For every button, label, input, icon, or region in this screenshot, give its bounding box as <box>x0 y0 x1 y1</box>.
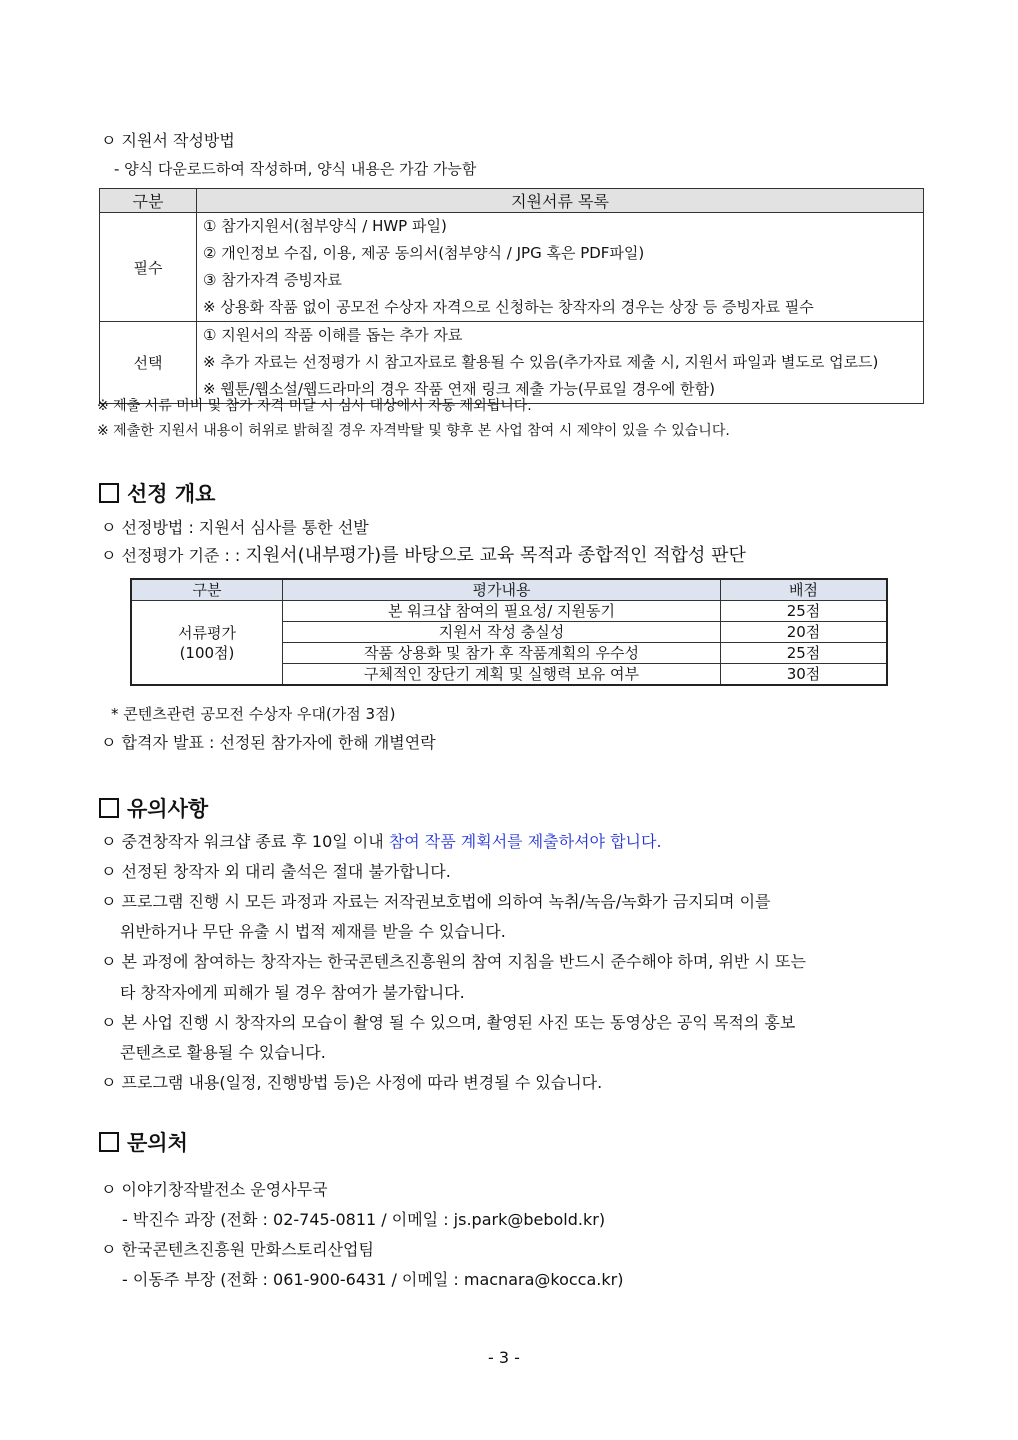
docs-required-line: ② 개인정보 수집, 이용, 제공 동의서(첨부양식 / JPG 혹은 PDF파일) <box>203 244 645 262</box>
checkbox-square-icon <box>99 483 119 503</box>
docs-optional-line: ① 지원서의 작품 이해를 돕는 추가 자료 <box>203 326 463 344</box>
eval-score: 25점 <box>721 643 888 664</box>
eval-score: 25점 <box>721 601 888 622</box>
note-item: ㅇ 본 사업 진행 시 창작자의 모습이 촬영 될 수 있으며, 촬영된 사진 또는 동영상은 공익 목적의 홍보 <box>101 1013 796 1032</box>
checkbox-square-icon <box>99 798 119 818</box>
eval-content: 구체적인 장단기 계획 및 실행력 보유 여부 <box>283 664 721 686</box>
docs-header-category: 구분 <box>100 189 197 213</box>
selection-title: 선정 개요 <box>99 478 215 508</box>
footnote: ※ 제출 서류 미비 및 참가 자격 미달 시 심사 대상에서 자동 제외됩니다. <box>97 398 532 414</box>
bonus-note: * 콘텐츠관련 공모전 수상자 우대(가점 3점) <box>111 705 396 723</box>
selection-criteria: ㅇ 선정평가 기준 : : 지원서(내부평가)를 바탕으로 교육 목적과 종합적인 적합성 판단 <box>101 545 746 566</box>
eval-content: 본 워크샵 참여의 필요성/ 지원동기 <box>283 601 721 622</box>
contact-title: 문의처 <box>99 1127 188 1157</box>
footnote: ※ 제출한 지원서 내용이 허위로 밝혀질 경우 자격박탈 및 향후 본 사업 참여 시 제약이 있을 수 있습니다. <box>97 423 730 439</box>
docs-optional-cell <box>197 322 924 404</box>
note-item-cont: 타 창작자에게 피해가 될 경우 참여가 불가합니다. <box>120 983 465 1002</box>
note-item: ㅇ 중견창작자 워크샵 종료 후 10일 이내 참여 작품 계획서를 제출하셔야 합니다. <box>101 832 662 851</box>
docs-required-cell <box>197 213 924 322</box>
note-highlight: 참여 작품 계획서를 제출하셔야 합니다. <box>388 832 662 851</box>
note-item-cont: 콘텐츠로 활용될 수 있습니다. <box>120 1043 326 1062</box>
checkbox-square-icon <box>99 1132 119 1152</box>
docs-optional-line: ※ 추가 자료는 선정평가 시 참고자료로 활용될 수 있음(추가자료 제출 시, 지원서 파일과 별도로 업로드) <box>203 353 879 371</box>
eval-header: 평가내용 <box>283 579 721 601</box>
notes-title: 유의사항 <box>99 793 208 823</box>
contact-org: ㅇ 이야기창작발전소 운영사무국 <box>101 1180 328 1199</box>
eval-header: 배점 <box>721 579 888 601</box>
eval-content: 작품 상용화 및 참가 후 작품계획의 우수성 <box>283 643 721 664</box>
announcement: ㅇ 합격자 발표 : 선정된 참가자에 한해 개별연락 <box>101 733 436 752</box>
docs-required-label: 필수 <box>100 213 197 322</box>
contact-person: - 이동주 부장 (전화 : 061-900-6431 / 이메일 : macnara@kocca.kr) <box>122 1270 624 1289</box>
note-item: ㅇ 프로그램 내용(일정, 진행방법 등)은 사정에 따라 변경될 수 있습니다. <box>101 1073 603 1092</box>
docs-optional-line: ※ 웹툰/웹소설/웹드라마의 경우 작품 연재 링크 제출 가능(무료일 경우에 한함) <box>203 380 715 398</box>
documents-table <box>99 188 924 404</box>
page-number: - 3 - <box>488 1348 520 1367</box>
note-item: ㅇ 본 과정에 참여하는 창작자는 한국콘텐츠진흥원의 참여 지침을 반드시 준수해야 하며, 위반 시 또는 <box>101 952 806 971</box>
eval-score: 20점 <box>721 622 888 643</box>
evaluation-table <box>130 578 888 686</box>
docs-required-line: ① 참가지원서(첨부양식 / HWP 파일) <box>203 217 447 235</box>
contact-person: - 박진수 과장 (전화 : 02-745-0811 / 이메일 : js.park@bebold.kr) <box>122 1210 606 1229</box>
docs-optional-label: 선택 <box>100 322 197 404</box>
note-item: ㅇ 선정된 창작자 외 대리 출석은 절대 불가합니다. <box>101 862 451 881</box>
note-item-cont: 위반하거나 무단 유출 시 법적 제재를 받을 수 있습니다. <box>120 922 506 941</box>
note-item: ㅇ 프로그램 진행 시 모든 과정과 자료는 저작권보호법에 의하여 녹취/녹음/녹화가 금지되며 이를 <box>101 892 771 911</box>
form-heading: ㅇ 지원서 작성방법 <box>101 131 235 150</box>
docs-required-line: ※ 상용화 작품 없이 공모전 수상자 자격으로 신청하는 창작자의 경우는 상장 등 증빙자료 필수 <box>203 298 814 316</box>
eval-category: 서류평가 (100점) <box>131 601 283 686</box>
docs-header-list: 지원서류 목록 <box>197 189 924 213</box>
eval-header: 구분 <box>131 579 283 601</box>
contact-org: ㅇ 한국콘텐츠진흥원 만화스토리산업팀 <box>101 1240 374 1259</box>
docs-required-line: ③ 참가자격 증빙자료 <box>203 271 342 289</box>
form-note: - 양식 다운로드하여 작성하며, 양식 내용은 가감 가능함 <box>114 160 477 178</box>
eval-content: 지원서 작성 충실성 <box>283 622 721 643</box>
eval-score: 30점 <box>721 664 888 686</box>
selection-method: ㅇ 선정방법 : 지원서 심사를 통한 선발 <box>101 518 369 537</box>
